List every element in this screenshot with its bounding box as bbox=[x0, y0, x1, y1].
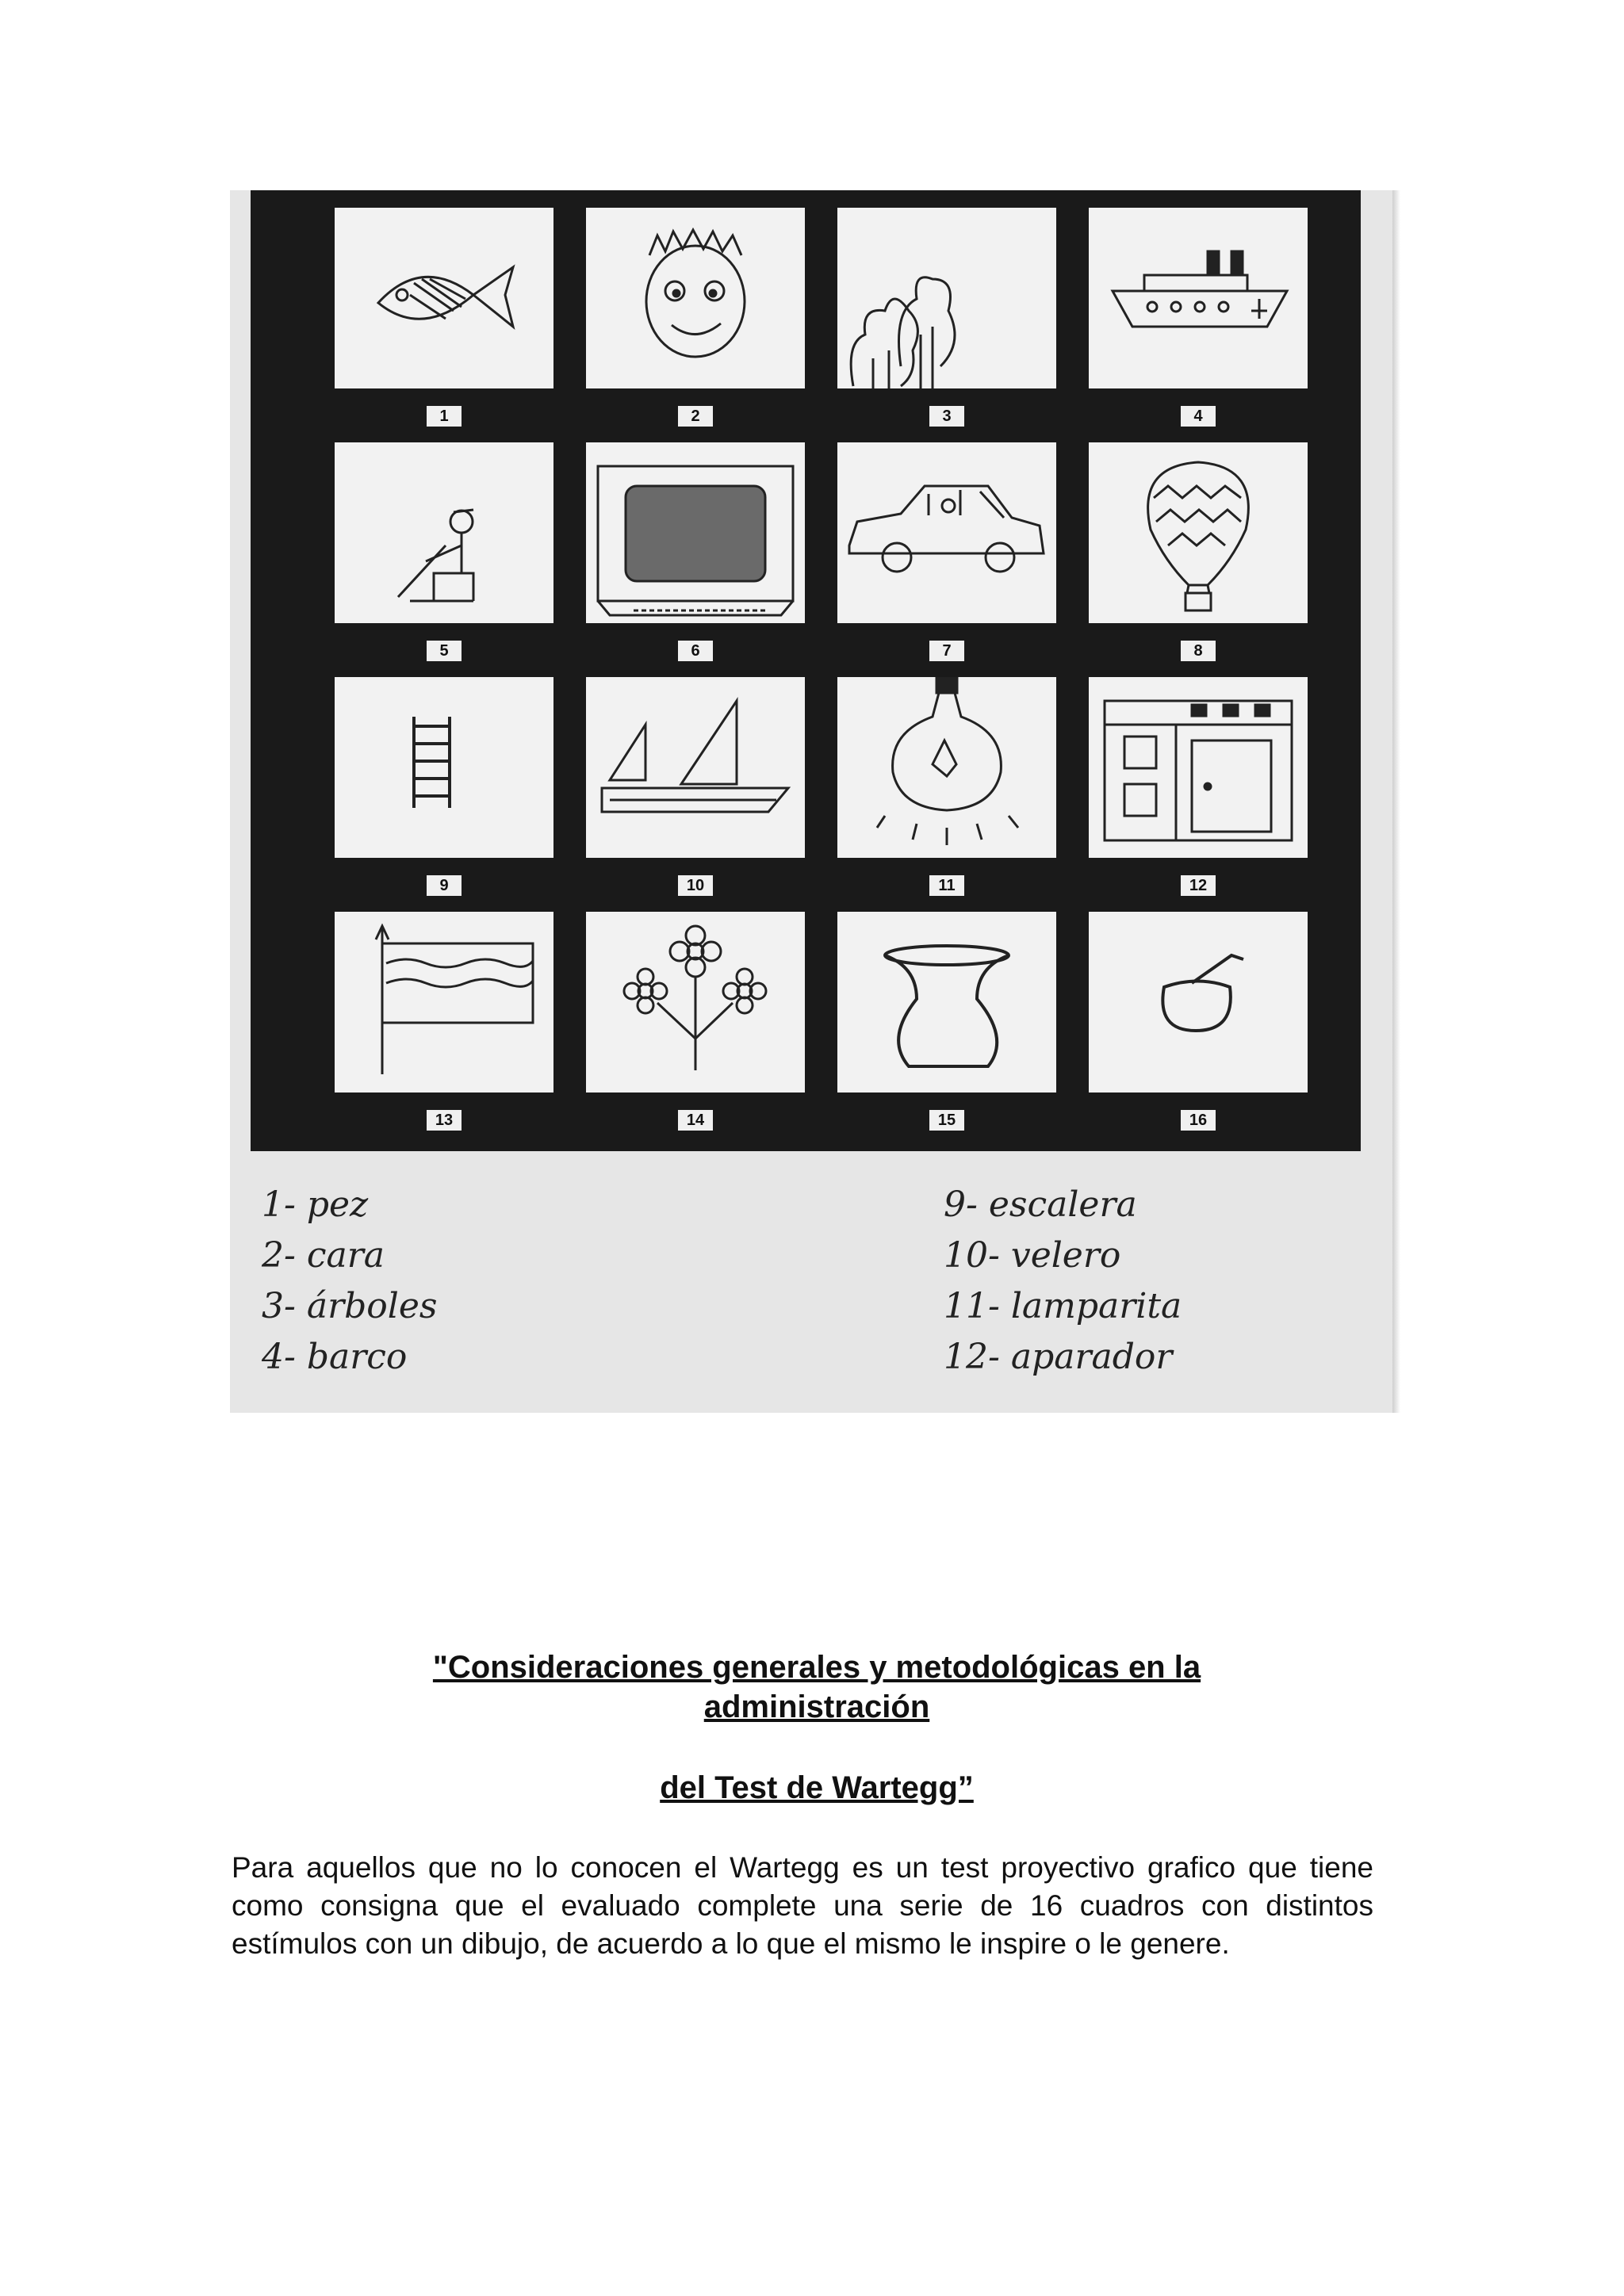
handwritten-item: 12- aparador bbox=[944, 1337, 1173, 1377]
frame-14 bbox=[586, 912, 805, 1093]
document-title-line-2: administración bbox=[703, 1689, 930, 1724]
cell-number: 5 bbox=[427, 641, 462, 661]
scan-edge bbox=[1392, 190, 1400, 1413]
document-title-line-1: "Consideraciones generales y metodológicas en la bbox=[432, 1650, 1201, 1685]
cell-number: 2 bbox=[678, 406, 713, 427]
cell-1 bbox=[335, 208, 553, 446]
flower-drawing-icon bbox=[586, 912, 805, 1093]
cell-number: 10 bbox=[678, 875, 713, 896]
ladder-drawing-icon bbox=[335, 677, 553, 858]
frame-2 bbox=[586, 208, 805, 388]
cell-number: 3 bbox=[929, 406, 964, 427]
light-bulb-drawing-icon bbox=[837, 677, 1056, 858]
trees-drawing-icon bbox=[837, 208, 1056, 388]
cell-13 bbox=[335, 912, 553, 1150]
bowl-drawing-icon bbox=[1089, 912, 1308, 1093]
handwritten-item: 9- escalera bbox=[944, 1184, 1137, 1225]
handwritten-item: 10- velero bbox=[944, 1235, 1121, 1276]
cell-number: 16 bbox=[1181, 1110, 1216, 1131]
cell-3 bbox=[837, 208, 1056, 446]
document-title-line-3: del Test de Wartegg” bbox=[660, 1770, 974, 1805]
cell-10 bbox=[586, 677, 805, 915]
cell-number: 4 bbox=[1181, 406, 1216, 427]
frame-5 bbox=[335, 442, 553, 623]
cell-number: 15 bbox=[929, 1110, 964, 1131]
frame-9 bbox=[335, 677, 553, 858]
cell-11 bbox=[837, 677, 1056, 915]
body-paragraph: Para aquellos que no lo conocen el Wartegg es un test proyectivo grafico que tiene como consigna que el evaluado complete una serie de 16 cuadros con distintos estímulos con un dibujo, de acuerdo a lo que el mismo le inspire o le genere. bbox=[232, 1851, 1373, 1960]
handwritten-item: 2- cara bbox=[262, 1235, 385, 1276]
handwritten-item: 11- lamparita bbox=[944, 1286, 1182, 1326]
sailboat-drawing-icon bbox=[586, 677, 805, 858]
cell-15 bbox=[837, 912, 1056, 1150]
cell-number: 14 bbox=[678, 1110, 713, 1131]
frame-1 bbox=[335, 208, 553, 388]
cell-number: 9 bbox=[427, 875, 462, 896]
handwritten-item: 3- árboles bbox=[262, 1286, 438, 1326]
cell-number: 7 bbox=[929, 641, 964, 661]
frame-15 bbox=[837, 912, 1056, 1093]
wartegg-grid bbox=[251, 190, 1361, 1151]
cell-5 bbox=[335, 442, 553, 680]
cell-8 bbox=[1089, 442, 1308, 680]
cell-6 bbox=[586, 442, 805, 680]
cell-12 bbox=[1089, 677, 1308, 915]
scanned-figure bbox=[230, 190, 1392, 1413]
frame-11 bbox=[837, 677, 1056, 858]
handwritten-item: 1- pez bbox=[262, 1184, 369, 1225]
flag-drawing-icon bbox=[335, 912, 553, 1093]
face-drawing-icon bbox=[586, 208, 805, 388]
seated-person-drawing-icon bbox=[335, 442, 553, 623]
cell-number: 6 bbox=[678, 641, 713, 661]
frame-3 bbox=[837, 208, 1056, 388]
cell-2 bbox=[586, 208, 805, 446]
cell-number: 12 bbox=[1181, 875, 1216, 896]
handwritten-list-right bbox=[944, 1180, 1182, 1383]
frame-6 bbox=[586, 442, 805, 623]
cell-14 bbox=[586, 912, 805, 1150]
frame-13 bbox=[335, 912, 553, 1093]
frame-4 bbox=[1089, 208, 1308, 388]
frame-16 bbox=[1089, 912, 1308, 1093]
cupboard-drawing-icon bbox=[1089, 677, 1308, 858]
car-drawing-icon bbox=[837, 442, 1056, 623]
cell-7 bbox=[837, 442, 1056, 680]
ship-drawing-icon bbox=[1089, 208, 1308, 388]
cell-4 bbox=[1089, 208, 1308, 446]
fish-drawing-icon bbox=[335, 208, 553, 388]
cell-number: 11 bbox=[929, 875, 964, 896]
cell-number: 13 bbox=[427, 1110, 462, 1131]
frame-7 bbox=[837, 442, 1056, 623]
handwritten-list-left bbox=[262, 1180, 437, 1383]
television-drawing-icon bbox=[586, 442, 805, 623]
cell-16 bbox=[1089, 912, 1308, 1150]
vase-drawing-icon bbox=[837, 912, 1056, 1093]
cell-number: 8 bbox=[1181, 641, 1216, 661]
frame-10 bbox=[586, 677, 805, 858]
cell-number: 1 bbox=[427, 406, 462, 427]
handwritten-item: 4- barco bbox=[262, 1337, 408, 1377]
frame-8 bbox=[1089, 442, 1308, 623]
cell-9 bbox=[335, 677, 553, 915]
hot-air-balloon-drawing-icon bbox=[1089, 442, 1308, 623]
frame-12 bbox=[1089, 677, 1308, 858]
